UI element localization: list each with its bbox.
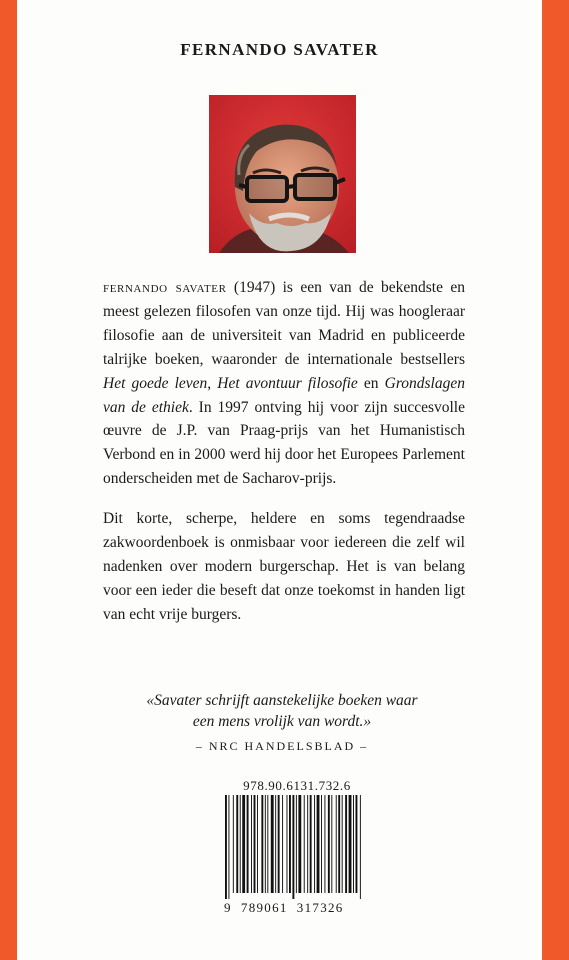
isbn-top: 978.90.6131.732.6 xyxy=(243,778,351,793)
barcode-bar xyxy=(336,795,337,893)
barcode-bar xyxy=(233,795,234,893)
barcode-bar xyxy=(228,795,229,899)
barcode-bar xyxy=(338,795,340,893)
bio-text-a: (1947) is een van de bekendste en meest gelezen filosofen van onze tijd. Hij was hoogleraar filosofie aan de universiteit van Madrid en publiceerde talrijke boeken, waaronder de internationale bestsellers xyxy=(103,279,465,368)
barcode-bar xyxy=(240,795,241,893)
barcode-bar xyxy=(278,795,280,893)
barcode-bar xyxy=(275,795,276,893)
barcode-bar xyxy=(342,795,343,893)
barcode-bar xyxy=(225,795,227,899)
barcode-bar xyxy=(289,795,291,893)
barcode-bar xyxy=(267,795,268,893)
barcode-bar xyxy=(251,795,252,893)
quote-line-2: een mens vrolijk van wordt.» xyxy=(192,713,372,730)
barcode-bar xyxy=(271,795,274,893)
cover-panel xyxy=(17,0,542,960)
barcode-bar xyxy=(257,795,258,893)
barcode-bar xyxy=(345,795,347,893)
barcode-bar xyxy=(292,795,294,899)
bio-paragraph-2: Dit korte, scherpe, heldere en soms tegendraadse zakwoordenboek is onmisbaar voor iedereen die zelf wil nadenken over modern burgerschap. Het is van belang voor een ieder die beseft dat onze toekomst in handen ligt van echt vrije burgers. xyxy=(103,510,465,623)
barcode-bar xyxy=(324,795,325,893)
bio-text-b: . In 1997 ontving hij voor zijn succesvolle œuvre de J.P. van Praag-prijs van het Humanistisch Verbond en in 2000 werd hij door het Europees Parlement onderscheiden met de Sacharov-prijs. xyxy=(103,398,465,488)
barcode-bar xyxy=(282,795,283,893)
author-portrait-icon xyxy=(209,95,356,253)
barcode-bar xyxy=(360,795,361,899)
isbn-bottom: 9 789061 317326 xyxy=(224,900,344,915)
author-bio xyxy=(103,276,465,627)
barcode-bar xyxy=(261,795,263,893)
quote-line-1: «Savater schrijft aanstekelijke boeken waar xyxy=(146,692,418,709)
barcode-bar xyxy=(331,795,332,893)
barcode-bar xyxy=(353,795,354,893)
book-title-1: Het goede leven xyxy=(103,374,208,392)
barcode-bar xyxy=(265,795,266,893)
barcode-bar xyxy=(314,795,315,893)
book-title-3: Grondslagen van de ethiek xyxy=(103,374,465,416)
barcode-bar xyxy=(307,795,308,893)
barcode-bar xyxy=(247,795,249,893)
barcode-bar xyxy=(242,795,245,893)
bio-name: fernando savater xyxy=(103,279,227,296)
barcode-bar xyxy=(349,795,352,893)
author-photo xyxy=(209,95,356,253)
quote-source: – NRC HANDELSBLAD – xyxy=(195,739,369,753)
barcode-bar xyxy=(287,795,288,893)
barcode-bar xyxy=(328,795,330,893)
barcode-bar xyxy=(236,795,238,893)
barcode-bar xyxy=(298,795,301,893)
bio-paragraph-1 xyxy=(103,276,465,491)
barcode-bar xyxy=(296,795,297,893)
barcode-bar xyxy=(321,795,322,893)
bio-sep-1: , xyxy=(207,374,218,392)
book-title-2: Het avontuur filosofie xyxy=(217,374,358,392)
bio-sep-2: en xyxy=(357,374,385,392)
barcode-bar xyxy=(310,795,312,893)
author-heading: FERNANDO SAVATER xyxy=(180,40,379,59)
barcode-bar xyxy=(254,795,256,893)
barcode-bar xyxy=(317,795,320,893)
review-quote xyxy=(77,690,487,732)
barcode-bar xyxy=(304,795,305,893)
barcode xyxy=(225,795,369,899)
barcode-bar xyxy=(356,795,358,893)
